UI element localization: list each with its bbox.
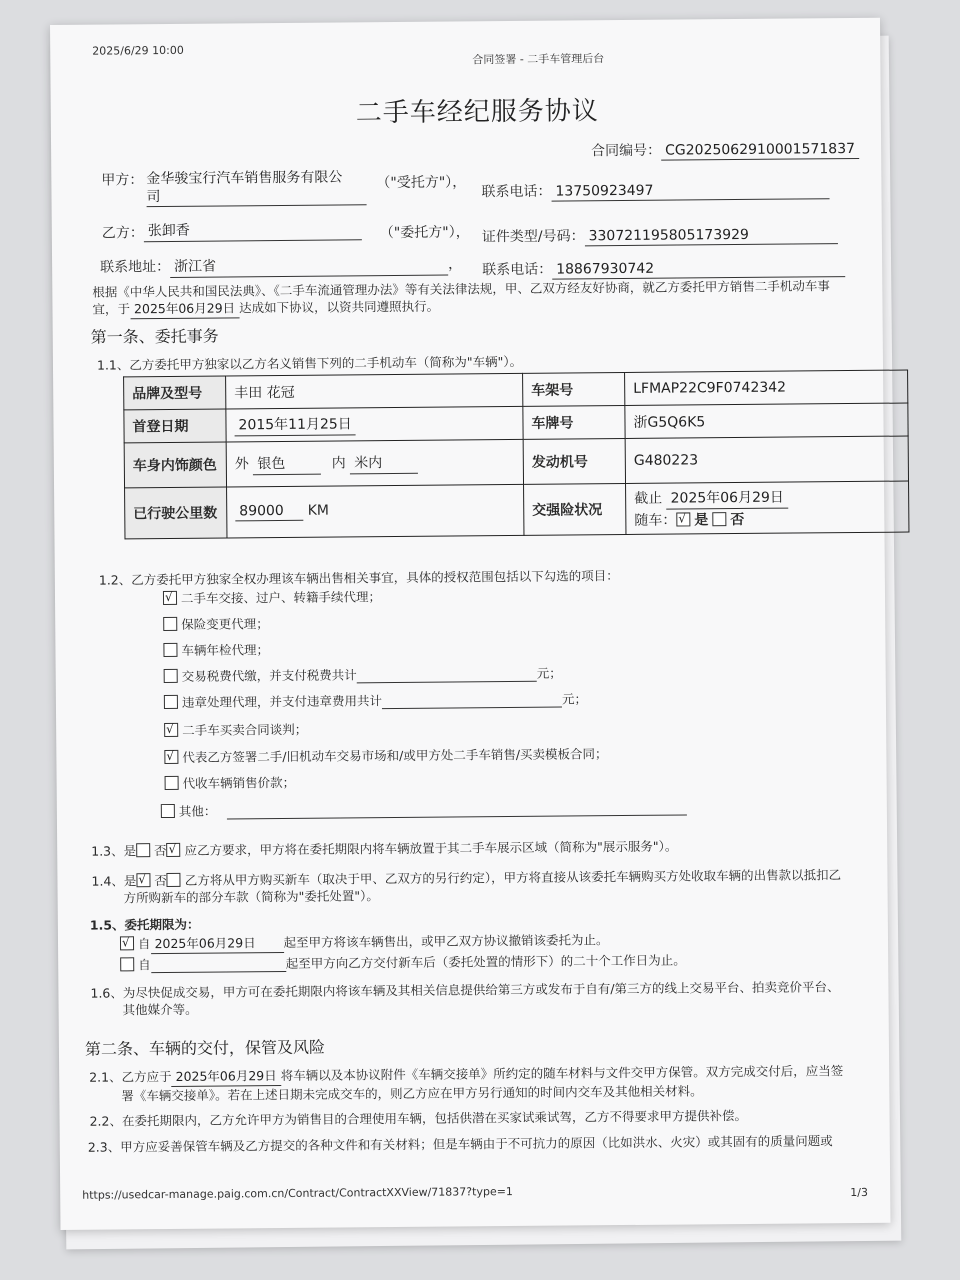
option-violation: 违章处理代理，并支付违章费用共计 元； <box>164 689 587 711</box>
ins-yes-checkbox <box>676 512 690 526</box>
brand-value: 丰田 花冠 <box>226 373 523 409</box>
vehicle-table <box>123 370 909 540</box>
document-title: 二手车经纪服务协议 <box>355 96 599 129</box>
insurance-cell: 截止 2025年06月29日 随车：√ 是 否 <box>626 481 909 534</box>
party-b-address: 联系地址： 浙江省 ， <box>100 253 462 278</box>
option-collect-payment: 代收车辆销售价款； <box>165 773 296 792</box>
party-b-id: 证件类型/号码： 330721195805173929 <box>482 223 838 247</box>
option-tax: 交易税费代缴，并支付税费共计 元； <box>164 664 562 685</box>
option-inspection: 车辆年检代理； <box>163 640 269 659</box>
clause-1-2: 1.2、乙方委托甲方独家全权办理该车辆出售相关事宜，具体的授权范围包括以下勾选的项目： <box>98 568 619 588</box>
party-b-name: 张卸香 <box>144 218 362 242</box>
color-label: 车身内饰颜色 <box>124 442 226 488</box>
color-cell: 外 银色 内 米内 <box>226 439 523 487</box>
clause-2-2: 2.2、在委托期限内，乙方允许甲方为销售目的合理使用车辆，包括供潜在买家试乘试驾，乙方不得要求甲方提供补偿。 <box>89 1107 747 1129</box>
table-row <box>125 481 909 539</box>
section-2-title: 第二条、车辆的交付，保管及风险 <box>84 1037 326 1059</box>
table-row <box>124 436 908 488</box>
checkbox <box>164 723 178 737</box>
checkbox <box>164 669 178 683</box>
plate-label: 车牌号 <box>523 405 625 439</box>
clause-1-4: 1.4、是√ 否 乙方将从甲方购买新车（取决于甲、乙双方的另行约定），甲方将直接从该委托车辆购买方处收取车辆的出售款以抵扣乙 方所购新车的部分车款（简称为"委托处置"）。 <box>91 866 866 907</box>
engine-value: G480223 <box>625 436 908 483</box>
party-b-label: 乙方： <box>101 225 144 242</box>
checkbox <box>163 643 177 657</box>
vin-label: 车架号 <box>523 372 625 406</box>
print-url: https://usedcar-manage.paig.com.cn/Contract/ContractXXView/71837?type=1 <box>82 1185 513 1202</box>
clause-1-5-title: 1.5、委托期限为： <box>89 916 200 933</box>
checkbox <box>163 591 177 605</box>
plate-value: 浙G5Q6K5 <box>625 403 908 438</box>
page-number: 1/3 <box>850 1185 868 1200</box>
section-1-title: 第一条、委托事务 <box>90 326 219 347</box>
option-negotiation: √二手车买卖合同谈判； <box>164 720 307 739</box>
clause-2-1: 2.1、乙方应于 2025年06月29日 将车辆以及本协议附件《车辆交接单》所约定的随车材料与文件交甲方保管。双方完成交付后，应当签 署《车辆交接单》。若在上述日期未完成交车的，则乙方应在甲方另行通知的时间内交车及其他相关材料。 <box>89 1063 844 1104</box>
contract-page <box>50 18 890 1230</box>
option-insurance: 保险变更代理； <box>163 614 269 633</box>
contract-number: 合同编号： CG2025062910001571837 <box>591 138 859 161</box>
insurance-label: 交强险状况 <box>524 483 626 535</box>
checkbox <box>161 804 175 818</box>
checkbox <box>164 695 178 709</box>
clause-1-6: 1.6、为尽快促成交易，甲方可在委托期限内将该车辆及其相关信息提供给第三方或发布于自有/第三方的线上交易平台、拍卖竞价平台、 其他媒介等。 <box>90 979 840 1018</box>
checkbox <box>165 776 179 790</box>
checkbox <box>163 617 177 631</box>
clause-1-1: 1.1、乙方委托甲方独家以乙方名义销售下列的二手机动车（简称为"车辆"）。 <box>96 353 523 373</box>
reg-date-cell: 2015年11月25日 <box>226 406 523 442</box>
engine-label: 发动机号 <box>523 438 625 484</box>
party-b-role: （"委托方"）， <box>379 224 470 242</box>
print-datetime: 2025/6/29 10:00 <box>92 43 184 58</box>
intro-paragraph: 根据《中华人民共和国民法典》、《二手车流通管理办法》等有关法律法规，甲、乙双方经友好协商，就乙方委托甲方销售二手机动车事 宜，于 2025年06月29日 达成如下协议，以资共同遵照执行。 <box>92 277 862 320</box>
reg-date-label: 首登日期 <box>124 409 226 443</box>
mileage-cell: 89000 KM <box>227 484 524 538</box>
print-site-title: 合同签署 - 二手车管理后台 <box>472 52 605 67</box>
clause-1-3: 1.3、是 否√ 应乙方要求，甲方将在委托期限内将车辆放置于其二手车展示区域（简称为"展示服务"）。 <box>91 838 677 860</box>
vin-value: LFMAP22C9F0742342 <box>625 370 908 405</box>
party-a-label: 甲方： <box>101 172 144 189</box>
brand-label: 品牌及型号 <box>124 376 226 410</box>
party-a-name: 金华骏宝行汽车销售服务有限公 司 <box>146 168 366 207</box>
term-option-1: √自 2025年06月29日 起至甲方将该车辆售出，或甲乙双方协议撤销该委托为止。 <box>120 931 609 954</box>
option-other: 其他： <box>161 797 687 820</box>
checkbox <box>164 750 178 764</box>
term-option-2: 自 起至甲方向乙方交付新车后（委托处置的情形下）的二十个工作日为止。 <box>120 951 686 973</box>
party-b-phone: 联系电话： 18867930742 <box>482 256 845 280</box>
option-sign-contract: √代表乙方签署二手/旧机动车交易市场和/或甲方处二手车销售/买卖模板合同； <box>164 744 607 766</box>
mileage-label: 已行驶公里数 <box>125 487 227 539</box>
party-a-phone: 联系电话： 13750923497 <box>481 178 829 202</box>
option-transfer: √二手车交接、过户、转籍手续代理； <box>163 587 381 607</box>
clause-2-3: 2.3、甲方应妥善保管车辆及乙方提交的各种文件和有关材料；但是车辆由于不可抗力的原因（比如洪水、火灾）或其固有的质量问题或 <box>87 1133 833 1155</box>
ins-no-checkbox <box>712 512 726 526</box>
party-a-role: （"受托方"）， <box>376 174 467 192</box>
